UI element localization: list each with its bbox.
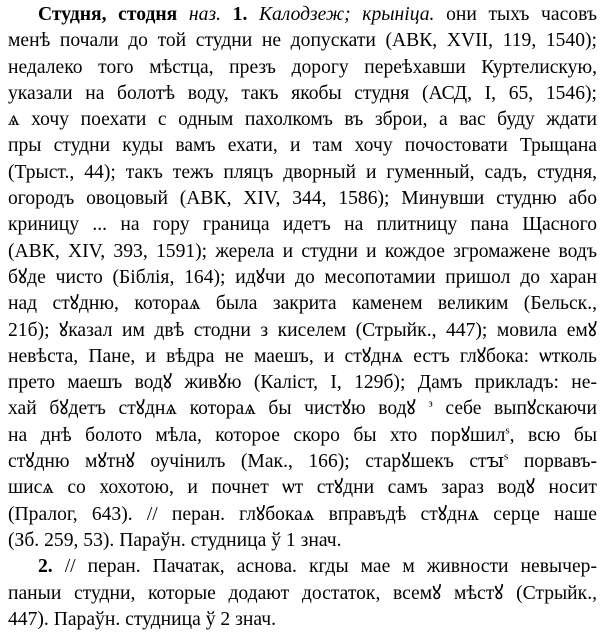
citation-text: себе выпꙋскаючи [445,398,597,420]
entry-line: прето маешъ водꙋ живꙋю (Каліст, I, 129б); Дамъ прикладъ: не- [8,372,597,394]
superscript-mark: s [504,450,509,463]
citation-text: они тыхъ часовъ [446,4,597,25]
entry-line: 447). Параўн. студница ў 2 знач. [8,608,276,630]
entry-line [8,554,597,580]
citation-text: стꙋдню мꙋтнꙋ оучінилъ (Мак., 166); старꙋшекъ стꙑ [8,451,505,473]
citation-text: хай бꙋдетъ стꙋднѧ котораѧ бы чистꙋю водꙋ [8,398,416,420]
entry-line: (Зб. 259, 53). Параўн. студница ў 1 знач. [8,529,342,551]
entry-line: недалеко того мѣстца, презъ дорогу переѣхавши Куртелискую, [8,56,597,78]
entry-line: указали на болотѣ воду, такъ якобы студня (АСД, I, 65, 1546); [8,82,597,104]
citation-text: // перан. Пачатак, аснова. кгды мае м живности невычер- [64,556,597,578]
grammar-label: наз. [188,4,221,25]
entry-line [8,423,597,449]
entry-line: шисѧ со хохотою, и почнет ѡт стꙋдни самъ зараз водꙋ носит [8,477,597,499]
entry-line: (АВК, XIV, 393, 1591); жерела и студни и кождое згромажене водъ [8,240,597,262]
entry-line: невѣста, Пане, и вѣдра не маешъ, и стꙋднѧ естъ глꙋбока: ѡтколь [8,345,597,367]
entry-line: 21б); ꙋказал им двѣ стодни з киселем (Стрыйк., 447); мовила емꙋ [8,319,597,341]
citation-text: на днѣ болото мѣла, которое скоро бы хто порꙋшил [8,424,506,446]
sense-number: 1. [232,4,248,25]
dictionary-entry [8,2,597,633]
sense-definition: Калодзеж; крыніца. [259,4,435,25]
entry-line: над стꙋдню, котораѧ была закрита каменем великим (Бельск., [8,293,597,315]
entry-line: паныи студни, которые додают достаток, всемꙋ мѣстꙋ (Стрыйк., [8,582,597,604]
entry-line: (Пралог, 643). // перан. глꙋбокаѧ вправъдѣ стꙋднѧ серце наше [8,503,597,525]
entry-line: ѧ хочу поехати с одным пахолкомъ въ зброи, а вас буду ждати [8,109,597,131]
entry-line: бꙋде чисто (Біблія, 164); идꙋчи до месопотамии пришол до харан [8,266,597,288]
sense-number: 2. [38,556,53,578]
entry-line: пры студни куды вамъ ехати, и там хочу почостовати Трыщана [8,135,597,157]
citation-text: , всю бы [509,424,597,446]
citation-text: порвавъ- [508,451,598,473]
headword: Студня, стодня [38,4,178,25]
superscript-mark: s [505,424,510,437]
entry-line [8,449,597,475]
superscript-mark: з [428,397,433,410]
entry-line: (Трыст., 44); такъ тежъ пляцъ дворный и гуменный, садъ, студня, [8,161,597,183]
entry-line: менѣ почали до той студни не допускати (АВК, XVII, 119, 1540); [8,30,597,52]
entry-line: криницу ... на гору граница идетъ на плитницу пана Щасного [8,214,597,236]
entry-line: огородъ овоцовый (АВК, XIV, 344, 1586); Минувши студню або [8,188,597,210]
entry-line [8,396,597,422]
entry-line [8,2,597,28]
